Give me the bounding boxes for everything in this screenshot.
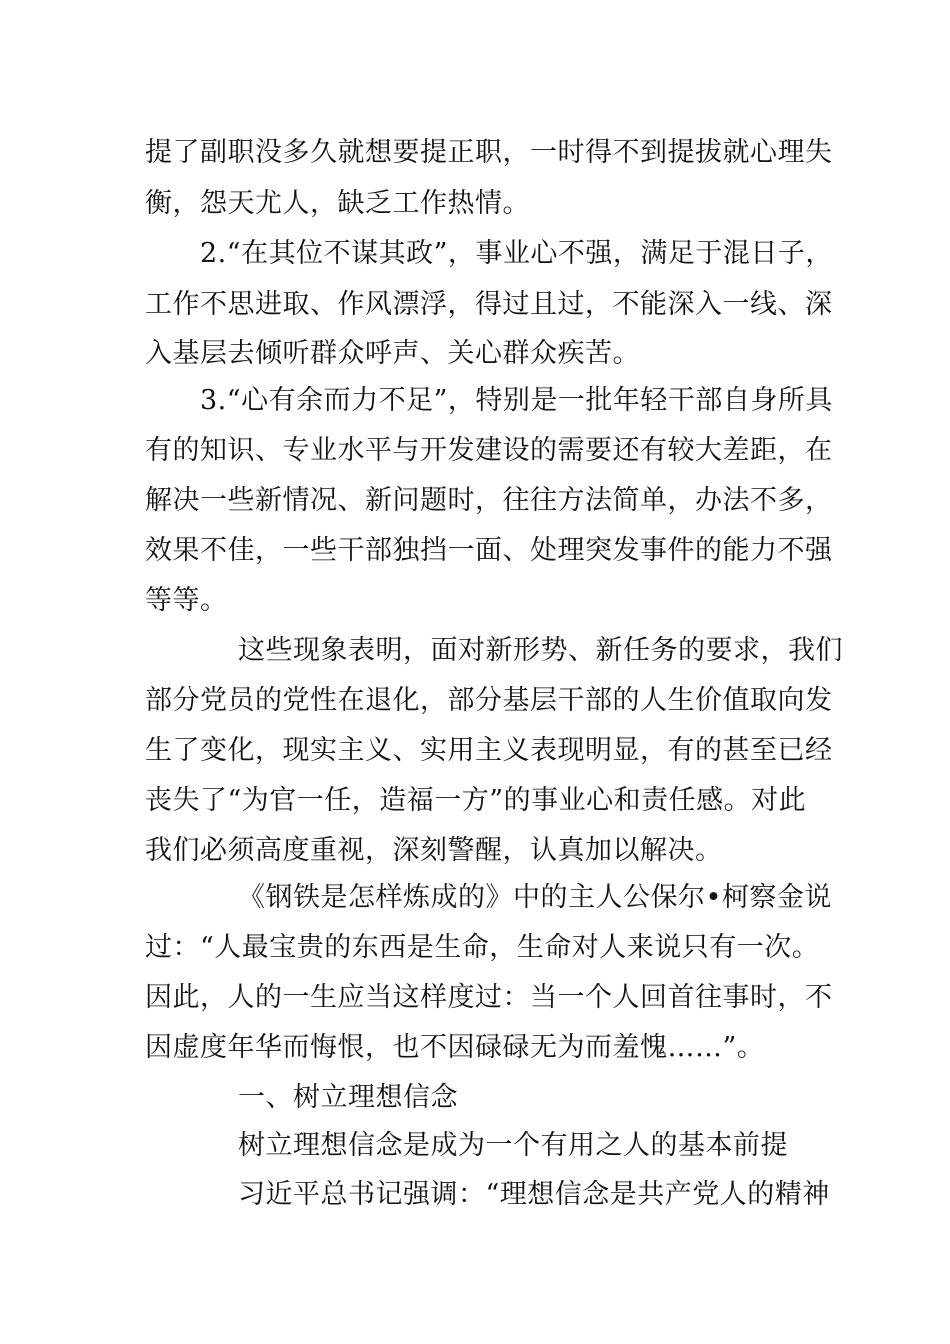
text-line: 等等。 bbox=[145, 585, 228, 616]
text-line: 丧失了“为官一任，造福一方”的事业心和责任感。对此 bbox=[145, 785, 807, 816]
text-line: 树立理想信念是成为一个有用之人的基本前提 bbox=[238, 1130, 788, 1161]
section-heading: 一、树立理想信念 bbox=[238, 1082, 458, 1113]
text-line: 因虚度年华而悔恨，也不因碌碌无为而羞愧……”。 bbox=[145, 1032, 765, 1063]
text-line: 我们必须高度重视，深刻警醒，认真加以解决。 bbox=[145, 835, 723, 866]
text-line: 入基层去倾听群众呼声、关心群众疾苦。 bbox=[145, 338, 640, 369]
text-line: 过：“人最宝贵的东西是生命，生命对人来说只有一次。 bbox=[145, 932, 820, 963]
text-line: 2.“在其位不谋其政”，事业心不强，满足于混日子， bbox=[200, 238, 833, 269]
text-line: 这些现象表明，面对新形势、新任务的要求，我们 bbox=[238, 635, 843, 666]
text-line: 习近平总书记强调：“理想信念是共产党人的精神 bbox=[238, 1179, 830, 1210]
text-line: 《钢铁是怎样炼成的》中的主人公保尔•柯察金说 bbox=[238, 882, 832, 913]
text-line: 生了变化，现实主义、实用主义表现明显，有的甚至已经 bbox=[145, 735, 833, 766]
text-line: 3.“心有余而力不足”，特别是一批年轻干部自身所具 bbox=[200, 385, 833, 416]
text-line: 工作不思进取、作风漂浮，得过且过，不能深入一线、深 bbox=[145, 289, 833, 320]
text-line: 效果不佳，一些干部独挡一面、处理突发事件的能力不强 bbox=[145, 535, 833, 566]
text-line: 解决一些新情况、新问题时，往往方法简单，办法不多， bbox=[145, 485, 833, 516]
text-line: 提了副职没多久就想要提正职，一时得不到提拔就心理失 bbox=[145, 137, 833, 168]
text-line: 因此，人的一生应当这样度过：当一个人回首往事时，不 bbox=[145, 982, 833, 1013]
text-line: 有的知识、专业水平与开发建设的需要还有较大差距，在 bbox=[145, 435, 833, 466]
text-line: 衡，怨天尤人，缺乏工作热情。 bbox=[145, 188, 530, 219]
text-line: 部分党员的党性在退化，部分基层干部的人生价值取向发 bbox=[145, 685, 833, 716]
